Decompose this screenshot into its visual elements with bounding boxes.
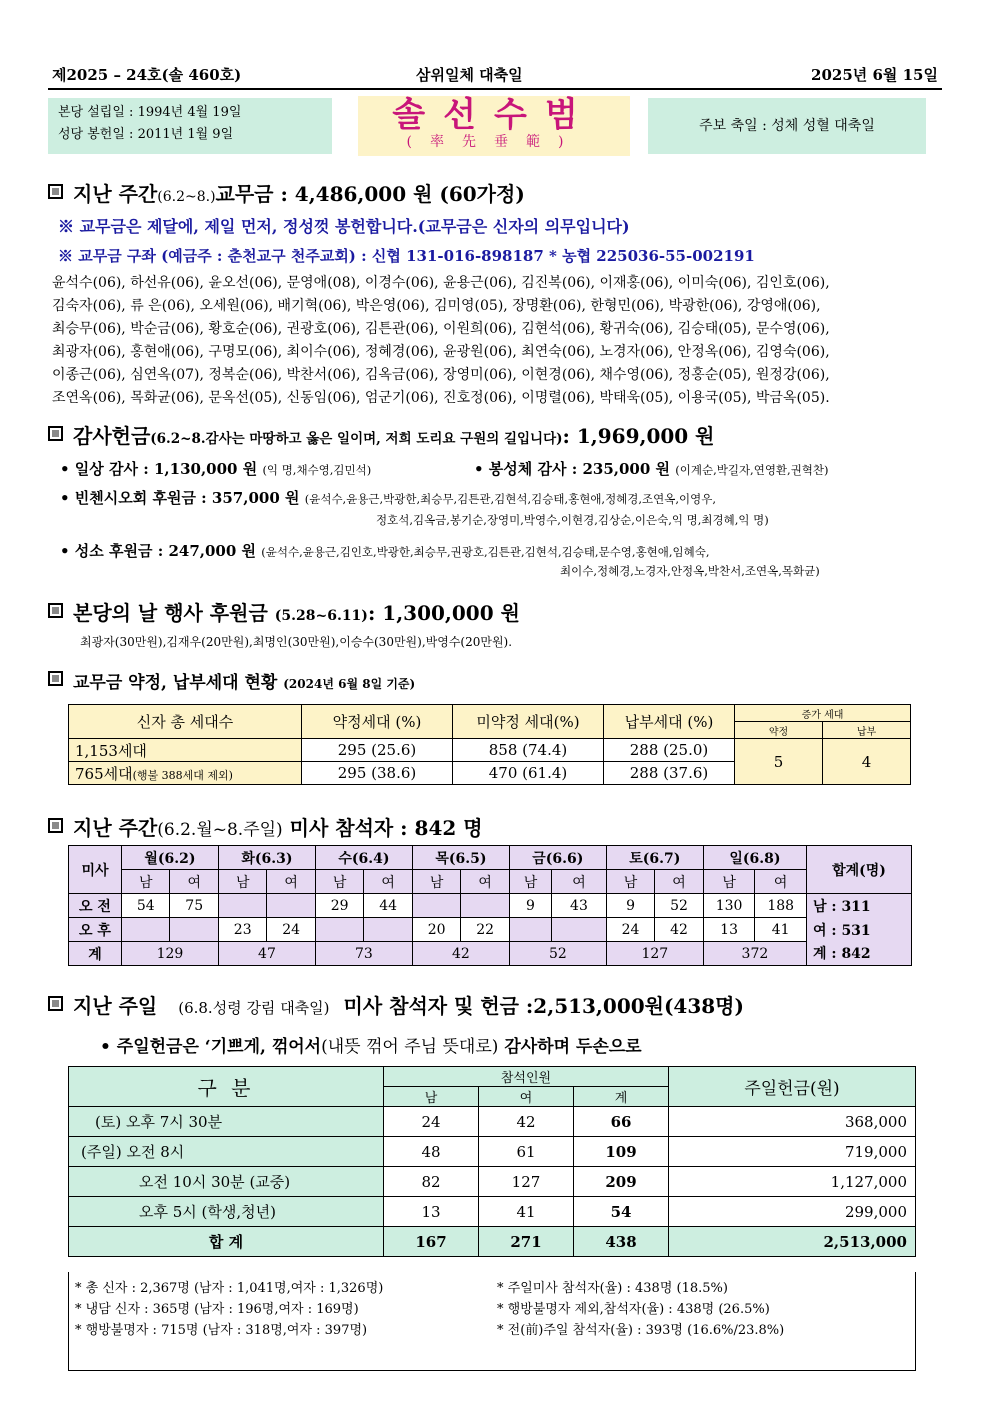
parish-info-box (48, 98, 332, 154)
table-row: 오후 5시 (학생,청년) 13 41 54 299,000 (69, 1197, 916, 1227)
attendance-title: 지난 주간(6.2.월~8.주일) 미사 참석자 : 842 명 (48, 812, 483, 841)
table-row: 오 후 23 24 20 22 24 42 13 41 여 : 531 (69, 918, 912, 942)
motto-hanja: (率先垂範) (406, 134, 582, 150)
vocation-names-cont: 최이수,정혜경,노경자,안정옥,박찬서,조연옥,목화균) (560, 564, 820, 578)
table-row: 계 129 47 73 42 52 127 372 계 : 842 (69, 942, 912, 966)
attendance-table: 미사 월(6.2) 화(6.3) 수(6.4) 목(6.5) 금(6.6) 토(6.7) 일(6.8) 합계(명) 남 여 남 여 남 여 남 여 남 여 남 여 남 여 오 전 54 75 29 44 9 43 9 52 130 188 남 : 311 오 후 23 24 20 22 24 42 13 41 여 : 531 계 129 47 73 42 52 127 372 계 : 842 (68, 845, 912, 966)
square-bullet-icon (48, 671, 63, 686)
list-item: 윤석수(06), 하선유(06), 윤오선(06), 문영애(08), 이경수(06), 윤용근(06), 김진복(06), 이재홍(06), 이미숙(06), 김인호(06), (52, 275, 830, 291)
sunday-title: 지난 주일 (6.8.성령 강림 대축일) 미사 참석자 및 헌금 :2,513,000원(438명) (48, 990, 744, 1019)
bulletin-header (48, 60, 942, 90)
increase-pledge-value: 5 (735, 739, 823, 785)
sunday-offering-bullet: • 주일헌금은 ‘기쁘게, 꺾어서(내뜻 꺾어 주님 뜻대로) 감사하며 두손으로 (100, 1037, 642, 1057)
dues-names (52, 272, 952, 410)
pledge-title: 교무금 약정, 납부세대 현황 (2024년 6월 8일 기준) (48, 668, 415, 693)
vocation-donation: • 성소 후원금 : 247,000 원 (윤석수,윤용근,김인호,박광한,최승무,권광호,김튼관,김현석,김승태,문수영,홍현애,임혜숙, (60, 542, 710, 560)
table-row: 765세대(행불 388세대 제외) 295 (38.6) 470 (61.4) 288 (37.6) (69, 762, 911, 785)
list-item: 최광자(06), 홍현애(06), 구명모(06), 최이수(06), 정혜경(06), 윤광원(06), 최연숙(06), 노경자(06), 안정옥(06), 김영숙(06), (52, 344, 830, 360)
bulletin-date: 2025년 6월 15일 (811, 66, 938, 84)
square-bullet-icon (48, 603, 63, 618)
col-unpledged: 미약정 세대(%) (453, 705, 604, 739)
col-inc-pledge: 약정 (735, 722, 823, 739)
table-row: (주일) 오전 8시 48 61 109 719,000 (69, 1137, 916, 1167)
table-row: 오전 10시 30분 (교중) 82 127 209 1,127,000 (69, 1167, 916, 1197)
col-paid: 납부세대 (%) (604, 705, 735, 739)
table-row: 오 전 54 75 29 44 9 43 9 52 130 188 남 : 311 (69, 894, 912, 918)
col-inc-paid: 납부 (822, 722, 910, 739)
col-pledged: 약정세대 (%) (302, 705, 453, 739)
dedication-date: 성당 봉헌일 : 2011년 1월 9일 (58, 127, 234, 142)
holy-communion-thanks: • 봉성체 감사 : 235,000 원 (이계순,박길자,연영환,권혁찬) (474, 460, 829, 478)
pledge-table (68, 704, 911, 785)
parish-day-names: 최광자(30만원),김재우(20만원),최명인(30만원),이승수(30만원),박영수(20만원). (80, 635, 513, 649)
daily-thanks: • 일상 감사 : 1,130,000 원 (익 명,채수영,김민석) (60, 460, 372, 478)
increase-paid-value: 4 (822, 739, 910, 785)
founding-date: 본당 설립일 : 1994년 4월 19일 (58, 105, 242, 120)
patron-box (648, 98, 926, 154)
statistics-footnotes: * 총 신자 : 2,367명 (남자 : 1,041명,여자 : 1,326명) * 주일미사 참석자(율) : 438명 (18.5%) * 냉담 신자 : 365명 (남자 : 196명,여자 : 169명) * 행방불명자 제외,참석자(율) : 438명 (26.5%) * 행방불명자 : 715명 (남자 : 318명,여자 : 397명) * 전(前)주일 참석자(율) : 393명 (16.6%/23.8%) (68, 1272, 916, 1371)
vincent-names-cont: 정호석,김옥금,봉기순,장영미,박영수,이현경,김상순,이은숙,익 명,최경혜,익 명) (376, 513, 769, 527)
col-increase: 증가 세대 (735, 705, 911, 722)
list-item: 최승무(06), 박순금(06), 황호순(06), 권광호(06), 김튼관(06), 이원희(06), 김현석(06), 황귀숙(06), 김승태(05), 문수영(06), (52, 321, 830, 337)
dues-account: ※ 교무금 구좌 (예금주 : 춘천교구 천주교회) : 신협 131-016-898187 * 농협 225036-55-002191 (58, 247, 755, 265)
vincent-donation: • 빈첸시오회 후원금 : 357,000 원 (윤석수,윤용근,박광한,최승무,김튼관,김현석,김승태,홍현애,정혜경,조연옥,이영우, (60, 489, 717, 507)
feast-title: 삼위일체 대축일 (416, 66, 523, 84)
square-bullet-icon (48, 996, 63, 1011)
parish-day-title: 본당의 날 행사 후원금 (5.28~6.11): 1,300,000 원 (48, 597, 520, 626)
square-bullet-icon (48, 184, 63, 199)
table-row: (토) 오후 7시 30분 24 42 66 368,000 (69, 1107, 916, 1137)
list-item: 김숙자(06), 류 은(06), 오세원(06), 배기혁(06), 박은영(06), 김미영(05), 장명환(06), 한형민(06), 박광한(06), 강영애(06), (52, 298, 821, 314)
thanks-title: 감사헌금(6.2~8.감사는 마땅하고 옳은 일이며, 저희 도리요 구원의 길입니다): 1,969,000 원 (48, 420, 715, 449)
table-row: 1,153세대 295 (25.6) 858 (74.4) 288 (25.0) 5 4 (69, 739, 911, 762)
issue-number: 제2025 – 24호(솔 460호) (52, 66, 242, 84)
motto-box (358, 96, 630, 156)
sunday-table: 구 분 참석인원 주일헌금(원) 남 여 계 (토) 오후 7시 30분 24 42 66 368,000 (주일) 오전 8시 48 61 109 719,000 오전 10시 30분 (교중) 82 127 209 1,127,000 오후 5시 (학생,청년) 13 41 54 299,000 합 계 167 271 438 2,513,000 (68, 1066, 916, 1257)
patron-feast: 주보 축일 : 성체 성혈 대축일 (699, 118, 875, 134)
table-row: 합 계 167 271 438 2,513,000 (69, 1227, 916, 1257)
col-total: 신자 총 세대수 (69, 705, 302, 739)
dues-title: 지난 주간(6.2~8.)교무금 : 4,486,000 원 (60가정) (48, 178, 525, 207)
dues-note: ※ 교무금은 제달에, 제일 먼저, 정성껏 봉헌합니다.(교무금은 신자의 의무입니다) (58, 217, 630, 236)
list-item: 이종근(06), 심연옥(07), 정복순(06), 박찬서(06), 김옥금(06), 장영미(06), 이현경(06), 채수영(06), 정홍순(05), 원정강(06), (52, 367, 830, 383)
square-bullet-icon (48, 818, 63, 833)
square-bullet-icon (48, 426, 63, 441)
motto-title: 솔선수범 (392, 95, 596, 135)
list-item: 조연옥(06), 목화균(06), 문옥선(05), 신동임(06), 엄군기(06), 진호정(06), 이명렬(06), 박태욱(05), 이용국(05), 박금옥(05). (52, 390, 830, 406)
